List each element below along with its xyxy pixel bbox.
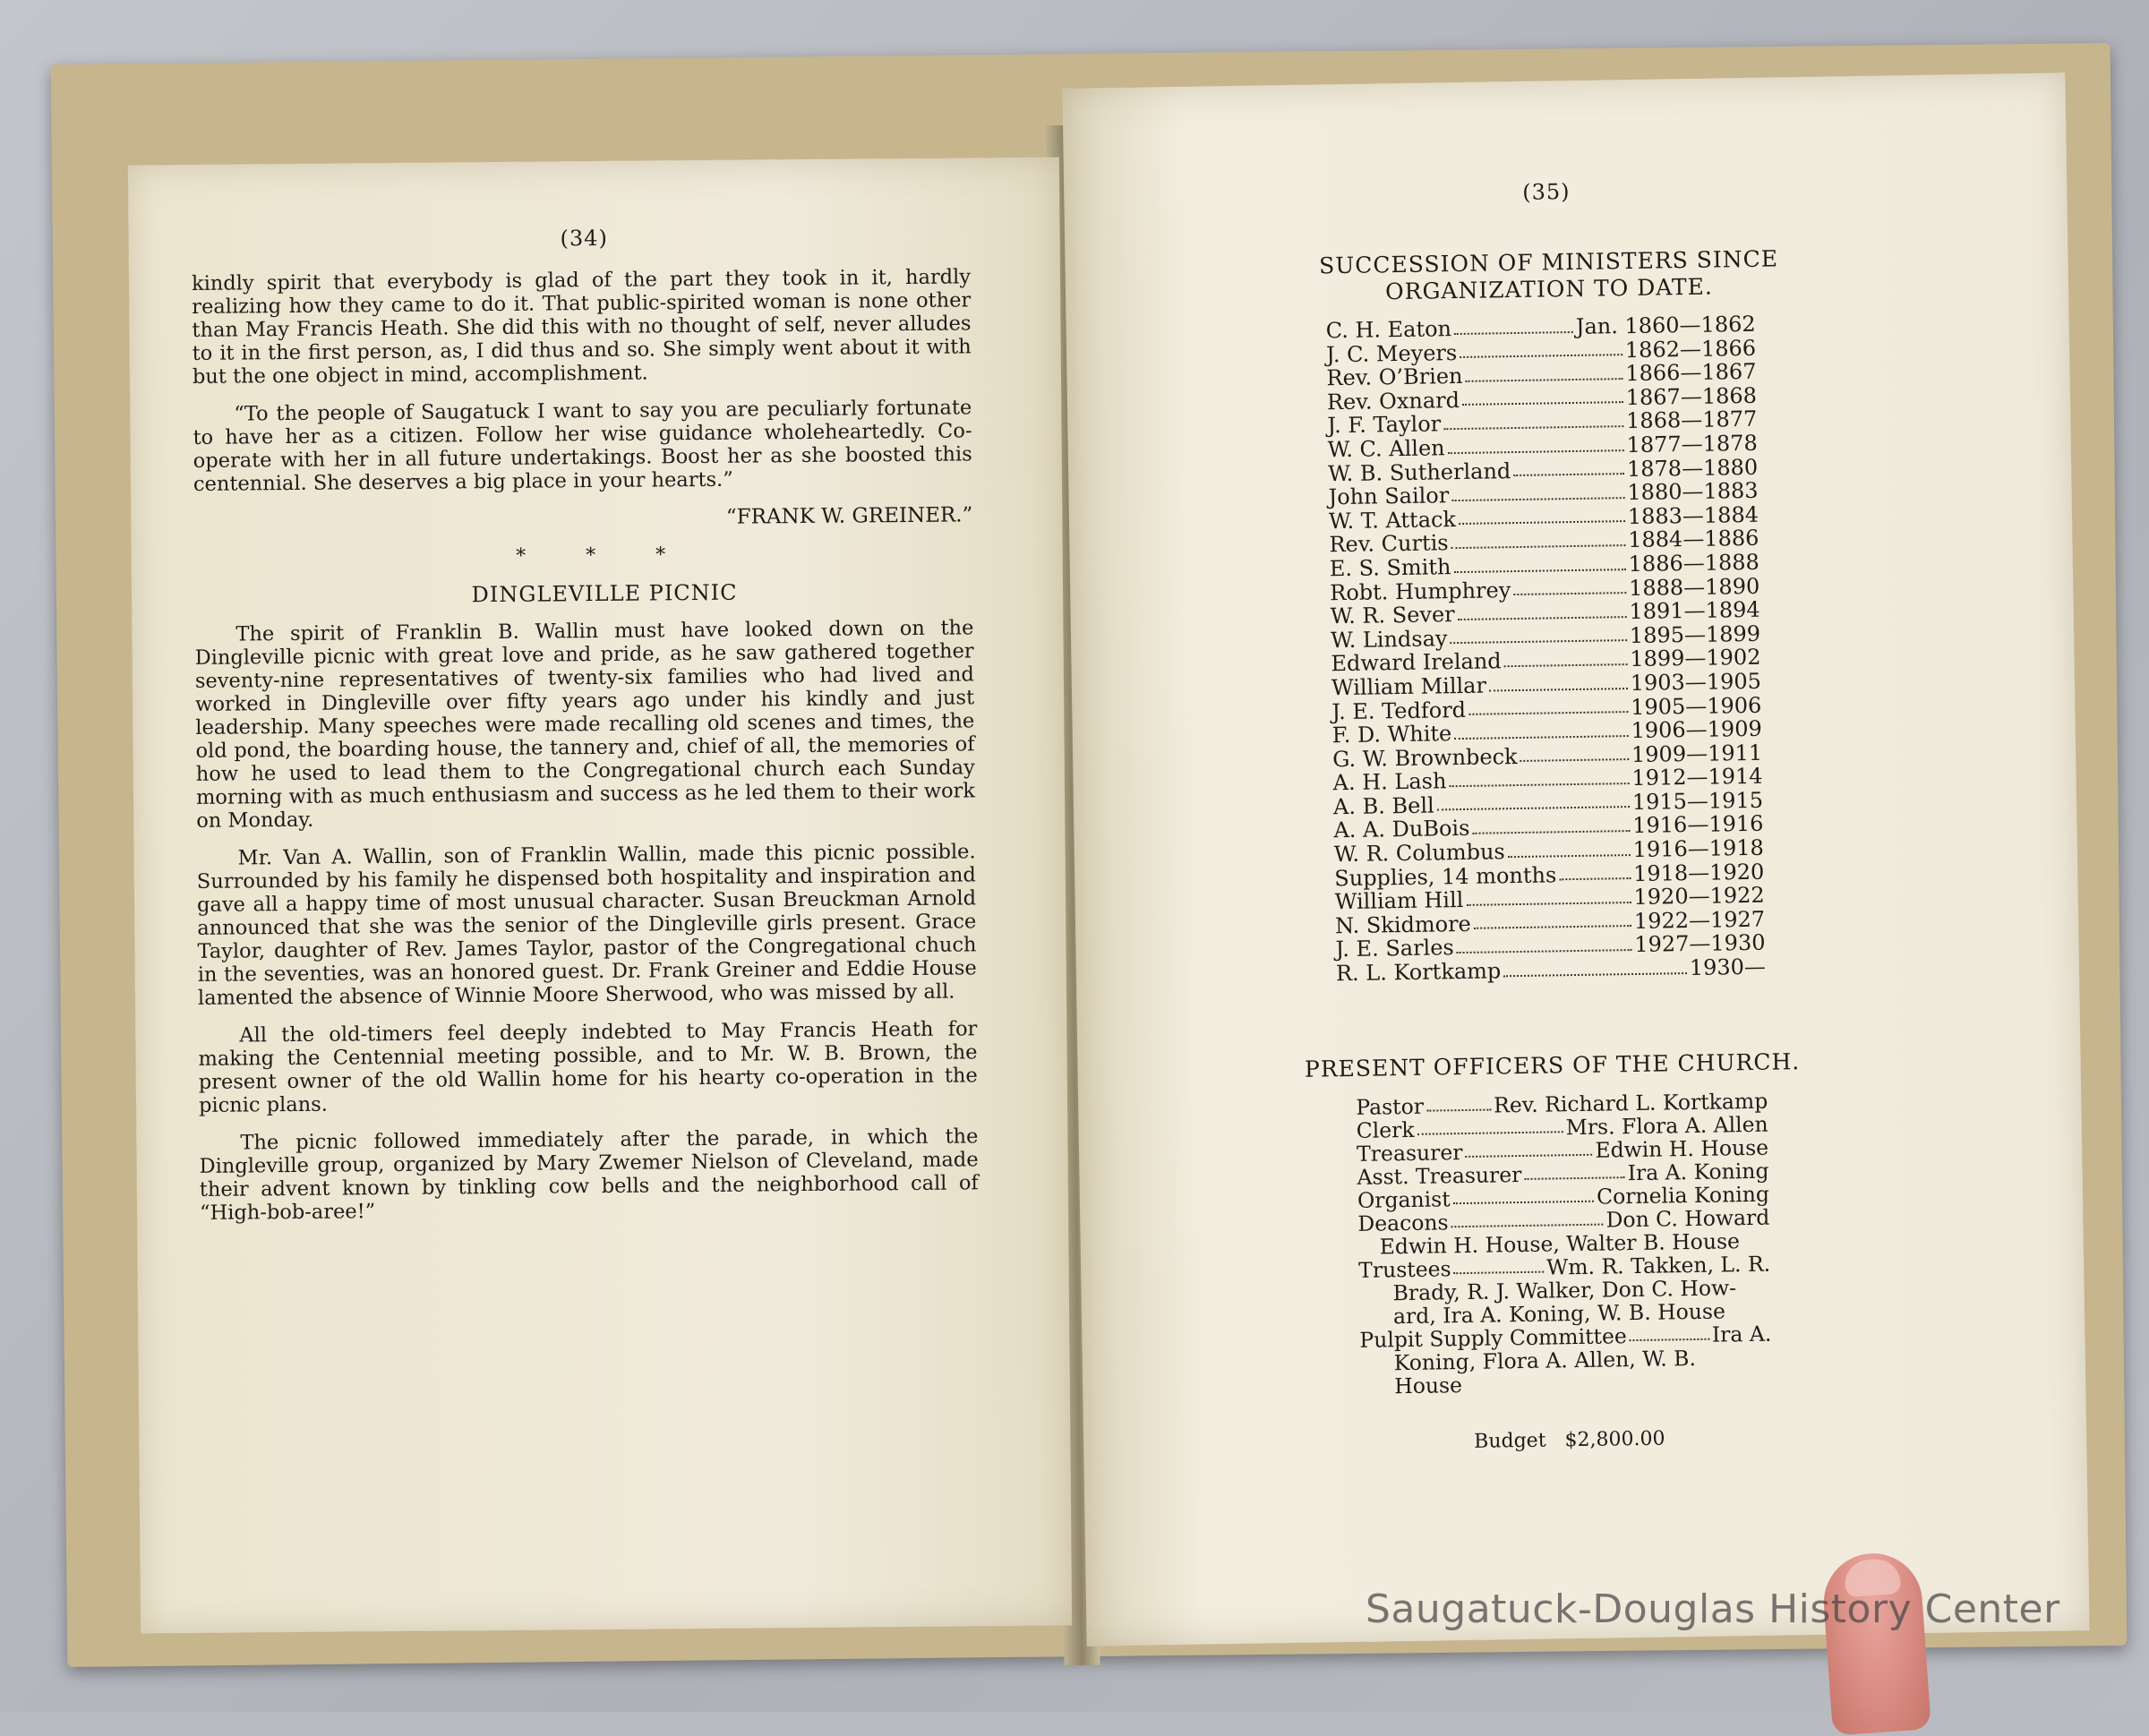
- officer-continuation: Edwin H. House, Walter B. House: [1379, 1228, 1741, 1260]
- leader-dots: [1508, 838, 1631, 858]
- leader-dots: [1426, 1094, 1491, 1112]
- officer-value: Don C. Howard: [1605, 1204, 1770, 1233]
- leader-dots: [1453, 1256, 1544, 1275]
- minister-years: 1878—1880: [1626, 454, 1759, 482]
- budget-value: $2,800.00: [1564, 1427, 1665, 1452]
- officer-label: Treasurer: [1356, 1140, 1463, 1167]
- minister-years: 1883—1884: [1627, 501, 1759, 529]
- officer-value: Cornelia Koning: [1596, 1181, 1770, 1210]
- leader-dots: [1465, 1139, 1592, 1158]
- picnic-paragraph-3: All the old-timers feel deeply indebted to May Francis Heath for making the Centennial meeting possible, and to Mr. W. B. Brown, the present owner of the old Wallin home for his hearty co-operation in the picnic plans.: [198, 1017, 978, 1117]
- leader-dots: [1468, 696, 1628, 715]
- watermark: Saugatuck-Douglas History Center: [1366, 1586, 2060, 1632]
- left-page-number: (34): [560, 225, 608, 252]
- leader-dots: [1457, 933, 1632, 954]
- officer-continuation: Koning, Flora A. Allen, W. B.: [1393, 1345, 1697, 1376]
- leader-dots: [1437, 791, 1630, 811]
- leader-dots: [1451, 481, 1624, 501]
- picnic-paragraph-1: The spirit of Franklin B. Wallin must have looked down on the Dingleville picnic with great love and pride, as he saw gathered together seventy-nine representatives of twenty-six families who had lived and worked in Dingleville over fifty years ago under his kindly and just leadership. Many speeches were made recalling old scenes and times, the old pond, the boarding house, the tannery and, chief of all, the memories of how he used to lead them to the Congregational church each Sunday morning with as much enthusiasm and success as he led them to their work on Monday.: [194, 616, 976, 833]
- minister-years: 1912—1914: [1631, 763, 1763, 791]
- leader-dots: [1451, 1209, 1603, 1228]
- minister-years: 1906—1909: [1631, 715, 1762, 744]
- minister-name: William Hill: [1334, 887, 1464, 915]
- section-title: DINGLEVILLE PICNIC: [471, 579, 738, 608]
- minister-name: A. H. Lash: [1332, 768, 1447, 796]
- ministers-list: [1325, 312, 1766, 986]
- minister-name: G. W. Brownbeck: [1331, 743, 1518, 772]
- leader-dots: [1503, 647, 1627, 667]
- minister-years: 1920—1922: [1633, 882, 1765, 911]
- leader-dots: [1472, 815, 1630, 834]
- leader-dots: [1474, 910, 1631, 929]
- officer-continuation: Brady, R. J. Walker, Don C. How-: [1392, 1275, 1737, 1306]
- left-page: [128, 157, 1072, 1633]
- leader-dots: [1524, 1161, 1625, 1180]
- minister-years: 1918—1920: [1632, 859, 1765, 886]
- officers-list: [1356, 1090, 1772, 1398]
- minister-years: 1877—1878: [1626, 430, 1758, 458]
- quote-signature: “FRANK W. GREINER.”: [725, 503, 973, 529]
- leader-dots: [1460, 338, 1622, 358]
- minister-years: 1868—1877: [1625, 406, 1758, 434]
- officer-value: Edwin H. House: [1595, 1134, 1769, 1163]
- minister-years: 1862—1866: [1624, 335, 1757, 363]
- minister-years: Jan. 1860—1862: [1575, 311, 1756, 339]
- officer-continuation: ard, Ira A. Koning, W. B. House: [1392, 1298, 1726, 1330]
- leader-dots: [1503, 956, 1687, 977]
- minister-years: 1909—1911: [1631, 740, 1763, 767]
- leader-dots: [1459, 505, 1625, 526]
- leader-dots: [1450, 624, 1627, 645]
- leader-dots: [1457, 600, 1626, 620]
- minister-years: 1905—1906: [1630, 692, 1762, 720]
- leader-dots: [1462, 386, 1623, 406]
- paragraph-continuation: kindly spirit that everybody is glad of the part they took in it, hardly realizing how they came to do it. That public-spirited woman is none other than May Francis Heath. She did this with no thought of self, never alludes to it in the first person, as, I did thus and so. She simply went about it with but the one object in mind, accomplishment.: [191, 265, 972, 389]
- picnic-paragraph-2: Mr. Van A. Wallin, son of Franklin Wallin, made this picnic possible. Surrounded by his family he dispensed both hospitality and inspiration and gave all a happy time of most unusual character. Susan Breuckman Arnold announced that she was the senior of the Dingleville girls present. Grace Taylor, daughter of Rev. James Taylor, pastor of the Congregational chuch in the seventies, was an honored guest. Dr. Frank Greiner and Eddie House lamented the absence of Winnie Moore Sherwood, who was missed by all.: [196, 840, 977, 1010]
- officer-label: Asst. Treasurer: [1357, 1161, 1522, 1190]
- officers-heading: PRESENT OFFICERS OF THE CHURCH.: [1304, 1048, 1801, 1082]
- minister-name: William Millar: [1331, 672, 1487, 701]
- officer-label: Deacons: [1357, 1210, 1449, 1236]
- minister-name: A. B. Bell: [1332, 792, 1434, 820]
- minister-name: A. A. DuBois: [1333, 816, 1470, 843]
- minister-years: 1886—1888: [1628, 549, 1760, 577]
- minister-name: J. F. Taylor: [1327, 411, 1442, 439]
- minister-years: 1916—1918: [1632, 834, 1765, 863]
- officer-value: Rev. Richard L. Kortkamp: [1493, 1088, 1768, 1118]
- leader-dots: [1453, 552, 1626, 573]
- minister-years: 1888—1890: [1628, 573, 1760, 601]
- budget-line: [1474, 1428, 1665, 1453]
- right-page: [1062, 73, 2089, 1646]
- minister-years: 1895—1899: [1629, 620, 1761, 648]
- minister-years: 1903—1905: [1630, 668, 1762, 696]
- leader-dots: [1443, 409, 1623, 430]
- minister-name: W. R. Columbus: [1333, 839, 1505, 868]
- leader-dots: [1452, 1185, 1594, 1204]
- leader-dots: [1513, 458, 1624, 477]
- minister-name: W. R. Sever: [1330, 602, 1455, 629]
- minister-years: 1884—1886: [1628, 526, 1759, 553]
- ministers-heading-line-1: SUCCESSION OF MINISTERS SINCE: [1318, 245, 1779, 279]
- leader-dots: [1513, 577, 1626, 596]
- leader-dots: [1451, 528, 1625, 549]
- minister-name: Rev. O’Brien: [1326, 363, 1463, 391]
- officer-label: Organist: [1357, 1186, 1451, 1213]
- minister-name: W. Lindsay: [1330, 625, 1448, 653]
- greiner-quote: “To the people of Saugatuck I want to say you are peculiarly fortunate to have her as a citizen. Follow her wise guidance wholeheartedly. Co-operate with her in all future undertakings. Boost her as she boosted this centennial. She deserves a big place in your hearts.”: [193, 396, 972, 496]
- officer-value: Ira A. Koning: [1627, 1158, 1769, 1186]
- officer-value: Mrs. Flora A. Allen: [1565, 1111, 1768, 1141]
- right-page-number: (35): [1522, 179, 1571, 205]
- minister-name: E. S. Smith: [1329, 554, 1451, 582]
- ministers-heading: [1289, 245, 1809, 307]
- leader-dots: [1559, 862, 1631, 881]
- minister-years: 1930—: [1689, 954, 1767, 981]
- minister-name: J. E. Tedford: [1331, 697, 1467, 724]
- minister-name: Robt. Humphrey: [1330, 577, 1511, 605]
- minister-name: R. L. Kortkamp: [1335, 958, 1502, 987]
- minister-years: 1927—1930: [1634, 930, 1766, 958]
- leader-dots: [1454, 719, 1629, 740]
- minister-row: [1336, 955, 1766, 986]
- picnic-paragraph-4: The picnic followed immediately after the parade, in which the Dingleville group, organized by Mary Zwemer Nielson of Cleveland, made their advent known by tinkling cow bells and the neighborhood call of “High-bob-aree!”: [199, 1125, 979, 1225]
- minister-name: J. C. Meyers: [1325, 339, 1458, 367]
- left-page-text: [192, 265, 979, 1239]
- minister-name: Rev. Oxnard: [1326, 387, 1460, 415]
- officer-value: Ira A.: [1711, 1321, 1772, 1347]
- minister-years: 1899—1902: [1630, 645, 1761, 672]
- minister-years: 1867—1868: [1625, 382, 1758, 410]
- minister-name: N. Skidmore: [1334, 911, 1471, 939]
- leader-dots: [1454, 315, 1573, 335]
- minister-name: Rev. Curtis: [1329, 530, 1449, 558]
- minister-years: 1866—1867: [1625, 358, 1757, 387]
- officer-label: Trustees: [1357, 1256, 1451, 1283]
- minister-name: C. H. Eaton: [1325, 316, 1452, 344]
- minister-name: Supplies, 14 months: [1334, 862, 1557, 891]
- minister-name: J. E. Sarles: [1335, 935, 1454, 962]
- minister-name: John Sailor: [1328, 483, 1450, 510]
- leader-dots: [1417, 1116, 1563, 1135]
- minister-name: Edward Ireland: [1331, 648, 1502, 677]
- officer-continuation: House: [1393, 1373, 1463, 1399]
- minister-name: W. C. Allen: [1327, 435, 1445, 463]
- leader-dots: [1449, 766, 1629, 787]
- minister-years: 1891—1894: [1629, 596, 1760, 625]
- minister-years: 1880—1883: [1627, 477, 1759, 506]
- leader-dots: [1447, 433, 1623, 454]
- leader-dots: [1466, 885, 1631, 905]
- leader-dots: [1520, 743, 1629, 762]
- minister-years: 1916—1916: [1632, 811, 1764, 839]
- minister-name: W. B. Sutherland: [1327, 458, 1511, 486]
- section-separator: * * *: [516, 543, 693, 568]
- leader-dots: [1465, 362, 1622, 381]
- officer-label: Clerk: [1356, 1116, 1415, 1143]
- minister-years: 1922—1927: [1633, 906, 1766, 934]
- minister-years: 1915—1915: [1631, 787, 1764, 815]
- officer-label: Pulpit Supply Committee: [1359, 1323, 1628, 1353]
- officer-value: Wm. R. Takken, L. R.: [1545, 1251, 1771, 1280]
- ministers-heading-line-2: ORGANIZATION TO DATE.: [1384, 273, 1714, 305]
- leader-dots: [1489, 671, 1628, 691]
- budget-label: Budget: [1474, 1429, 1546, 1453]
- minister-name: W. T. Attack: [1328, 506, 1457, 534]
- officer-label: Pastor: [1356, 1093, 1425, 1120]
- minister-name: F. D. White: [1331, 721, 1452, 748]
- leader-dots: [1630, 1323, 1709, 1341]
